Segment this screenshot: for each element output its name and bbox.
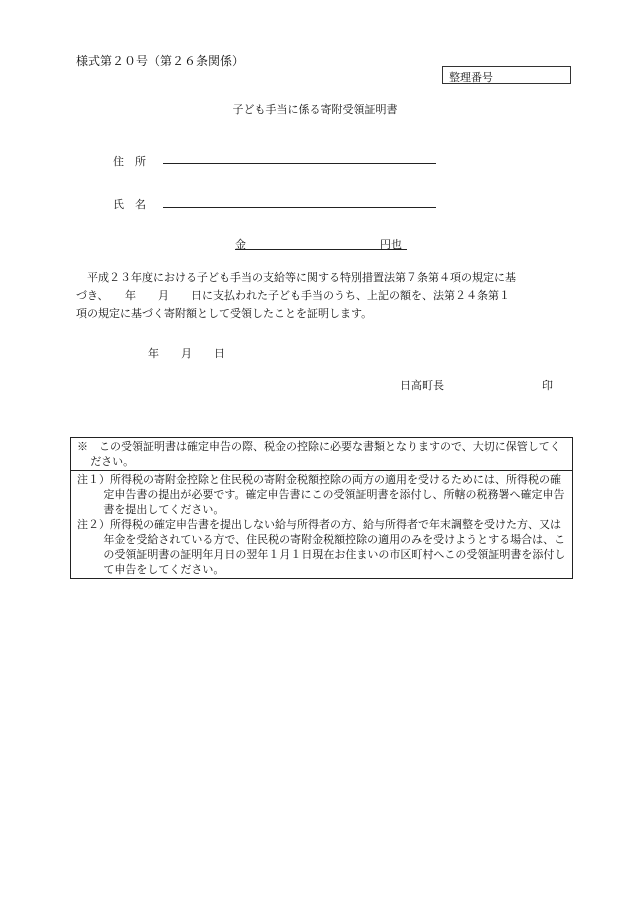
certification-line: づき、 年 月 日に支払われた子ども手当のうち、上記の額を、法第２４条第１: [76, 289, 511, 302]
address-field[interactable]: [163, 163, 436, 164]
seal-mark: 印: [542, 379, 553, 392]
important-note-text: ※ この受領証明書は確定申告の際、税金の控除に必要な書類となりますので、大切に保管してください。: [77, 440, 561, 468]
reference-number-label: 整理番号: [449, 71, 493, 84]
footnote-1: 注１）所得税の寄附金控除と住民税の寄附金税額控除の両方の適用を受けるためには、所得税の確定申告書の提出が必要です。確定申告書にこの受領証明書を添付し、所轄の税務署へ確定申告書を提出してください。: [77, 473, 565, 516]
certification-line: 平成２３年度における子ども手当の支給等に関する特別措置法第７条第４項の規定に基: [76, 271, 516, 284]
issuer-name: 日高町長: [400, 379, 444, 392]
amount-suffix: 円也: [380, 238, 402, 251]
name-field[interactable]: [163, 207, 436, 208]
amount-prefix: 金: [235, 238, 246, 251]
form-number: 様式第２０号（第２６条関係）: [76, 54, 245, 68]
issue-date: 年 月 日: [148, 347, 225, 360]
document-title: 子ども手当に係る寄附受領証明書: [232, 103, 398, 116]
address-label: 住 所: [113, 155, 146, 168]
certification-text: [76, 269, 566, 323]
footnotes: [71, 471, 572, 578]
certification-line: 項の規定に基づく寄附額として受領したことを証明します。: [76, 307, 373, 320]
footnote-2: 注２）所得税の確定申告書を提出しない給与所得者の方、給与所得者で年末調整を受けた方、又は年金を受給されている方で、住民税の寄附金税額控除の適用のみを受けようとする場合は、この受領証明書の証明年月日の翌年１月１日現在お住まいの市区町村へこの受領証明書を添付して申告をしてください。: [77, 518, 566, 576]
reference-number-box[interactable]: [442, 66, 571, 84]
name-label: 氏 名: [113, 198, 146, 211]
notes-box: [70, 437, 573, 579]
important-note: [71, 438, 572, 471]
